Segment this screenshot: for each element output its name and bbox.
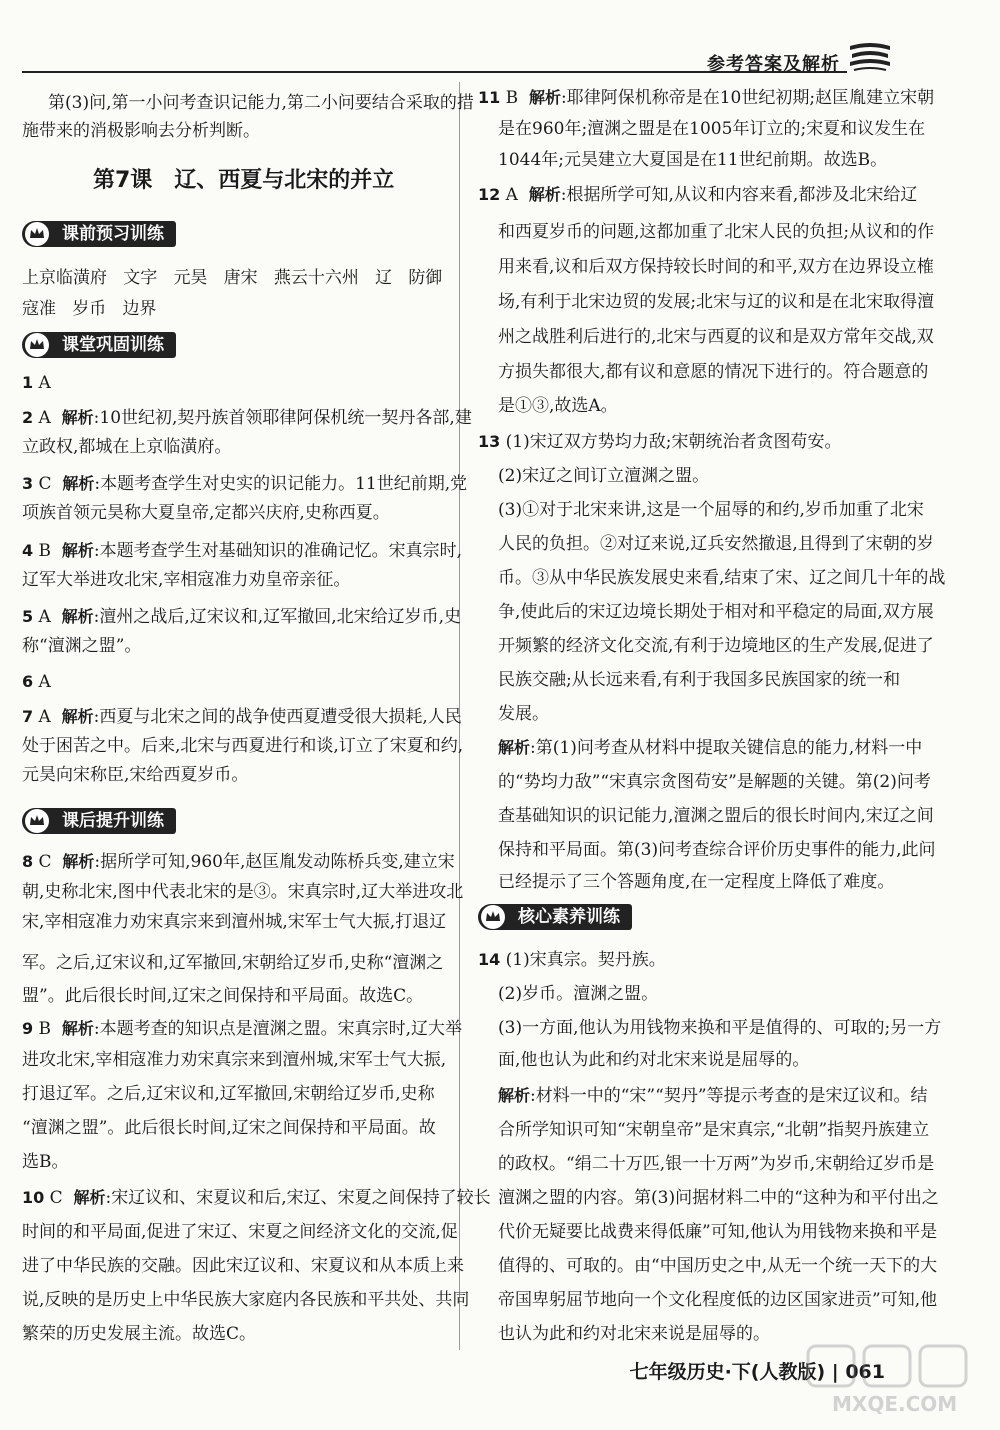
section-preview [22, 221, 176, 247]
analysis-line: 的政权。“绢二十万匹,银一十万两”为岁币,宋朝给辽岁币是 [498, 1154, 935, 1174]
analysis-line: 查基础知识的识记能力,澶渊之盟后的很长时间内,宋辽之间 [498, 806, 934, 826]
vocab-item: 辽 [375, 268, 393, 288]
answer-q12: 12 A 解析:根据所学可知,从议和内容来看,都涉及北宋给辽 [478, 185, 918, 205]
analysis-line: 合所学知识可知“宋朝皇帝”是宋真宗,“北朝”指契丹族建立 [498, 1120, 930, 1140]
analysis-line: 值得的、可取的。由“中国历史之中,从无一个统一天下的大 [498, 1256, 938, 1276]
answer-line: 进攻北宋,宰相寇准力劝宋真宗来到澶州城,宋军士气大振, [22, 1050, 447, 1070]
analysis-line: 保持和平局面。第(3)问考查综合评价历史事件的能力,此问 [498, 840, 936, 860]
crown-badge-icon [481, 905, 505, 929]
answer-line: (2)宋辽之间订立澶渊之盟。 [498, 466, 710, 486]
answer-line: 开频繁的经济文化交流,有利于边境地区的生产发展,促进了 [498, 636, 934, 656]
answer-q9: 9 B 解析:本题考查的知识点是澶渊之盟。宋真宗时,辽大举 [22, 1019, 463, 1039]
analysis-line: 也认为此和约对北宋来说是屈辱的。 [498, 1324, 770, 1344]
answer-q14: 14 (1)宋真宗。契丹族。 [478, 950, 666, 970]
answer-line: 进了中华民族的交融。因此宋辽议和、宋夏议和从本质上来 [22, 1256, 464, 1276]
crown-badge-icon [25, 809, 49, 833]
section-title: 核心素养训练 [518, 907, 620, 927]
answer-line: 朝,史称北宋,图中代表北宋的是③。宋真宗时,辽大举进攻北 [22, 882, 464, 902]
watermark-logo-icon [802, 1340, 972, 1420]
answer-line: 发展。 [498, 704, 549, 724]
answer-q6: 6 A [22, 672, 51, 692]
vocab-item: 岁币 [72, 299, 107, 319]
answer-line: 时间的和平局面,促进了宋辽、宋夏之间经济文化的交流,促 [22, 1222, 458, 1242]
answer-q5: 5 A 解析:澶州之战后,辽宋议和,辽军撤回,北宋给辽岁币,史 [22, 607, 461, 627]
answer-q13: 13 (1)宋辽双方势均力敌;宋朝统治者贪图苟安。 [478, 432, 842, 452]
answer-line: 1044年;元昊建立大夏国是在11世纪前期。故选B。 [498, 150, 888, 170]
answer-line: 元昊向宋称臣,宋给西夏岁币。 [22, 765, 249, 785]
header-title: 参考答案及解析 [707, 54, 840, 75]
footer-book-label: 七年级历史·下(人教版) [629, 1361, 826, 1383]
vocab-item: 防御 [408, 268, 443, 288]
answer-line: 人民的负担。②对辽来说,辽兵安然撤退,且得到了宋朝的岁 [498, 534, 934, 554]
answer-line: 争,使此后的宋辽边境长期处于相对和平稳定的局面,双方展 [498, 602, 934, 622]
answer-q3: 3 C 解析:本题考查学生对史实的识记能力。11世纪前期,党 [22, 474, 468, 494]
answer-line: 民族交融;从长远来看,有利于我国多民族国家的统一和 [498, 670, 901, 690]
crown-badge-icon [25, 222, 49, 246]
answer-line: 说,反映的是历史上中华民族大家庭内各民族和平共处、共同 [22, 1290, 470, 1310]
answer-line: 场,有利于北宋边贸的发展;北宋与辽的议和是在北宋取得澶 [498, 292, 935, 312]
answer-q8: 8 C 解析:据所学可知,960年,赵匡胤发动陈桥兵变,建立宋 [22, 852, 455, 872]
vocab-item: 寇准 [22, 299, 56, 319]
analysis-line: 帝国卑躬屈节地向一个文化程度低的边区国家进贡”可知,他 [498, 1290, 938, 1310]
answer-line: 是在960年;澶渊之盟是在1005年订立的;宋夏和议发生在 [498, 119, 926, 139]
analysis-line: 的“势均力敌”“宋真宗贪图苟安”是解题的关键。第(2)问考 [498, 772, 931, 792]
page-footer: 七年级历史·下(人教版) | 061 [629, 1361, 885, 1383]
lesson-title: 第7课 辽、西夏与北宋的并立 [93, 168, 395, 193]
section-core-literacy [478, 904, 632, 930]
vocab-item: 文字 [123, 268, 158, 288]
answer-line: 称“澶渊之盟”。 [22, 636, 142, 656]
answer-line: 盟”。此后很长时间,辽宋之间保持和平局面。故选C。 [22, 986, 424, 1006]
section-title: 课后提升训练 [62, 811, 164, 831]
answer-q10: 10 C 解析:宋辽议和、宋夏议和后,宋辽、宋夏之间保持了较长 [22, 1188, 491, 1208]
answer-line: 是①③,故选A。 [498, 396, 618, 416]
vocab-line [22, 294, 156, 319]
answer-line: (3)①对于北宋来讲,这是一个屈辱的和约,岁币加重了北宋 [498, 500, 924, 520]
answer-line: (3)一方面,他认为用钱物来换和平是值得的、可取的;另一方 [498, 1018, 942, 1038]
vocab-item: 唐宋 [223, 268, 258, 288]
answer-line: 繁荣的历史发展主流。故选C。 [22, 1324, 257, 1344]
answer-line: 和西夏岁币的问题,这都加重了北宋人民的负担;从议和的作 [498, 222, 935, 242]
section-classroom [22, 332, 176, 358]
analysis-line: 已经提示了三个答题角度,在一定程度上降低了难度。 [498, 872, 895, 892]
answer-line: 项族首领元昊称大夏皇帝,定都兴庆府,史称西夏。 [22, 503, 390, 523]
answer-line: 辽军大举进攻北宋,宰相寇准力劝皇帝亲征。 [22, 570, 351, 590]
analysis-line: 澶渊之盟的内容。第(3)问据材料二中的“这种为和平付出之 [498, 1188, 939, 1208]
answer-line: 面,他也认为此和约对北宋来说是屈辱的。 [498, 1050, 810, 1070]
vocab-item: 燕云十六州 [273, 268, 359, 288]
answer-q4: 4 B 解析:本题考查学生对基础知识的准确记忆。宋真宗时, [22, 541, 463, 561]
analysis-line: 解析:第(1)问考查从材料中提取关键信息的能力,材料一中 [498, 738, 923, 758]
answer-line: (2)岁币。澶渊之盟。 [498, 984, 659, 1004]
answer-line: 方损失都很大,都有议和意愿的情况下进行的。符合题意的 [498, 362, 929, 382]
answer-line: 打退辽军。之后,辽宋议和,辽军撤回,宋朝给辽岁币,史称 [22, 1084, 435, 1104]
vocab-line [22, 263, 442, 288]
answer-q1: 1 A [22, 373, 51, 393]
answer-q2: 2 A 解析:10世纪初,契丹族首领耶律阿保机统一契丹各部,建 [22, 408, 472, 428]
answer-line: 立政权,都城在上京临潢府。 [22, 437, 232, 457]
answer-line: “澶渊之盟”。此后很长时间,辽宋之间保持和平局面。故 [22, 1118, 436, 1138]
section-title: 课堂巩固训练 [62, 335, 164, 355]
section-title: 课前预习训练 [62, 224, 164, 244]
answer-line: 币。③从中华民族发展史来看,结束了宋、辽之间几十年的战 [498, 568, 946, 588]
vocab-item: 上京临潢府 [22, 268, 107, 288]
stacked-books-icon [848, 40, 892, 74]
vocab-item: 元昊 [173, 268, 208, 288]
intro-line: 施带来的消极影响去分析判断。 [22, 121, 260, 141]
answer-line: 军。之后,辽宋议和,辽军撤回,宋朝给辽岁币,史称“澶渊之 [22, 953, 444, 973]
answer-q11: 11 B 解析:耶律阿保机称帝是在10世纪初期;赵匡胤建立宋朝 [478, 88, 935, 108]
page-number: 061 [845, 1361, 885, 1383]
intro-line: 第(3)问,第一小问考查识记能力,第二小问要结合采取的措 [48, 93, 474, 113]
analysis-line: 解析:材料一中的“宋”“契丹”等提示考查的是宋辽议和。结 [498, 1086, 928, 1106]
answer-line: 州之战胜利后进行的,北宋与西夏的议和是双方常年交战,双 [498, 327, 934, 347]
crown-badge-icon [25, 333, 49, 357]
answer-line: 用来看,议和后双方保持较长时间的和平,双方在边界设立榷 [498, 257, 934, 277]
section-after-class [22, 808, 176, 834]
answer-q7: 7 A 解析:西夏与北宋之间的战争使西夏遭受很大损耗,人民 [22, 707, 462, 727]
analysis-line: 代价无疑要比战费来得低廉”可知,他认为用钱物来换和平是 [498, 1222, 938, 1242]
answer-line: 处于困苦之中。后来,北宋与西夏进行和谈,订立了宋夏和约, [22, 736, 464, 756]
answer-line: 宋,宰相寇准力劝宋真宗来到澶州城,宋军士气大振,打退辽 [22, 912, 447, 932]
watermark-text: MXQE.COM [832, 1392, 958, 1416]
vocab-item: 边界 [122, 299, 157, 319]
answer-line: 选B。 [22, 1152, 69, 1172]
